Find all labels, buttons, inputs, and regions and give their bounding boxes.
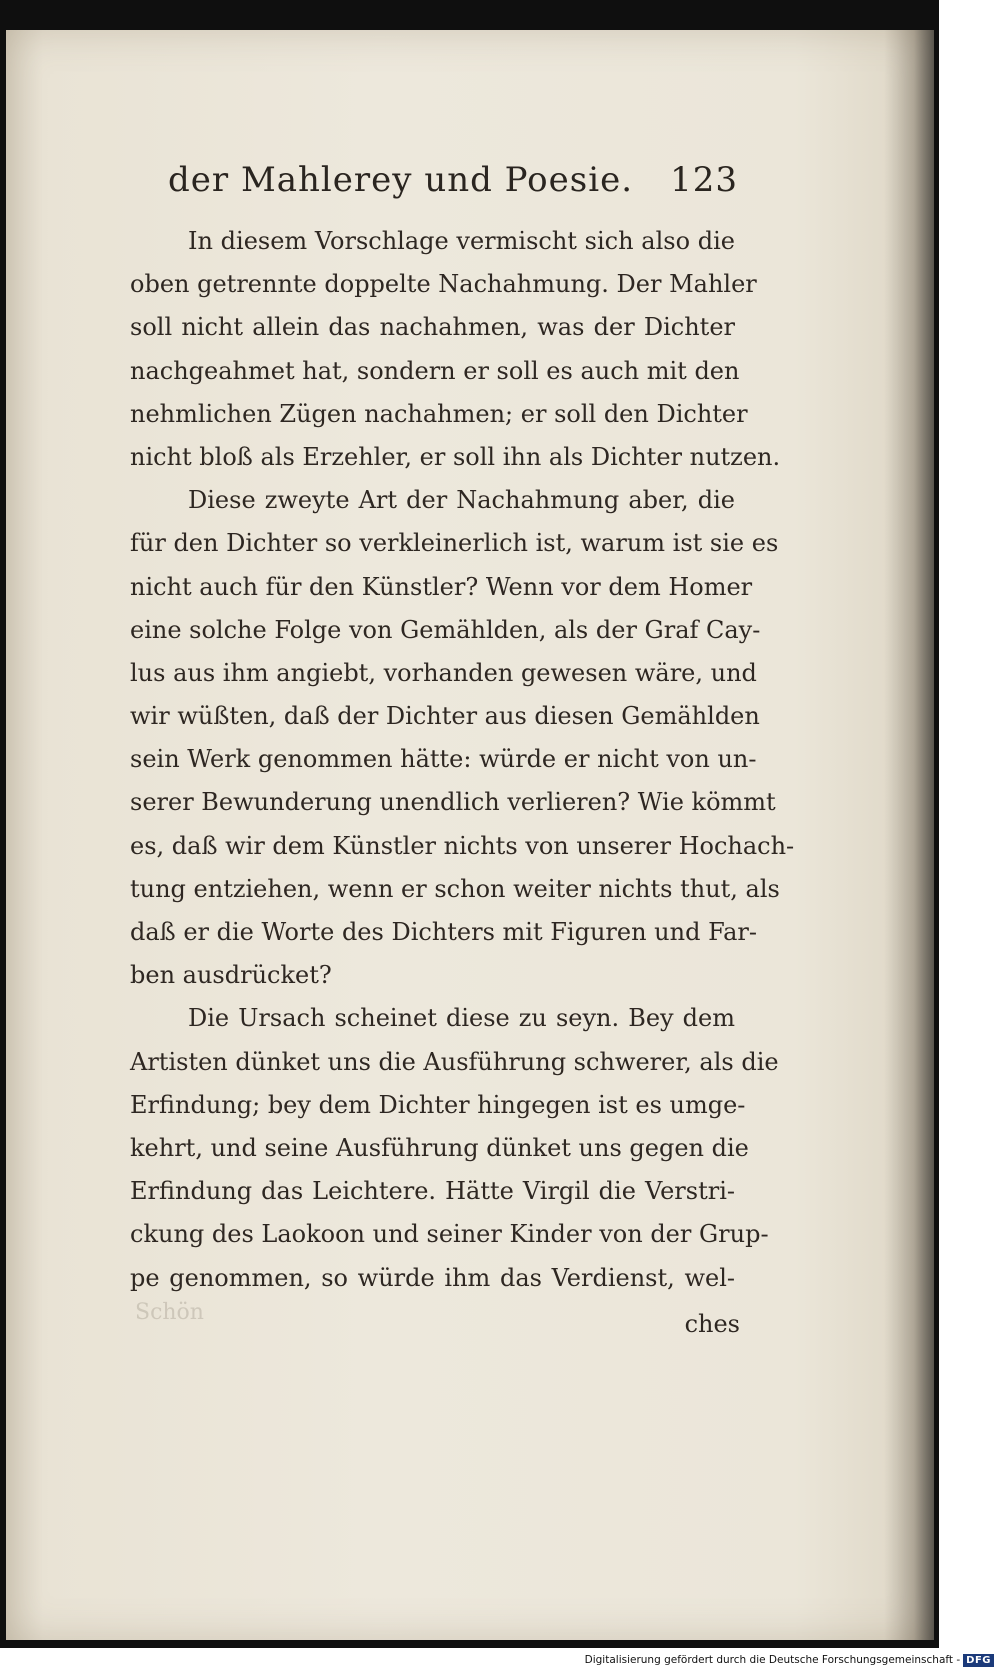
page-gutter-shadow [884, 30, 934, 1640]
bleed-through-text: Schön [135, 1300, 204, 1325]
text-line: Die Ursach scheinet diese zu seyn. Bey dem [188, 1004, 735, 1033]
text-line: ben ausdrücket? [130, 961, 332, 990]
text-line: wir wüßten, daß der Dichter aus diesen Gemählden [130, 702, 760, 731]
text-line: Erfindung das Leichtere. Hätte Virgil die Verstri- [130, 1177, 735, 1206]
text-line: Erfindung; bey dem Dichter hingegen ist es umge- [130, 1090, 746, 1119]
text-line: In diesem Vorschlage vermischt sich also die [188, 227, 735, 255]
text-line: tung entziehen, wenn er schon weiter nichts thut, als [130, 874, 780, 903]
text-line: nicht auch für den Künstler? Wenn vor dem Homer [130, 572, 753, 601]
text-line: sein Werk genommen hätte: würde er nicht von un- [130, 745, 757, 774]
body-text [130, 220, 795, 1300]
page-number: 123 [670, 160, 738, 200]
text-line: serer Bewunderung unendlich verlieren? Wie kömmt [130, 788, 776, 817]
text-line: daß er die Worte des Dichters mit Figuren und Far- [130, 918, 757, 946]
text-line: soll nicht allein das nachahmen, was der Dichter [130, 313, 735, 342]
text-line: für den Dichter so verkleinerlich ist, warum ist sie es [130, 529, 779, 558]
text-line: oben getrennte doppelte Nachahmung. Der Mahler [130, 270, 757, 299]
text-line: Diese zweyte Art der Nachahmung aber, die [188, 486, 735, 515]
text-line: kehrt, und seine Ausführung dünket uns gegen die [130, 1133, 749, 1162]
text-line: Artisten dünket uns die Ausführung schwerer, als die [130, 1047, 779, 1076]
digitization-footer [560, 1650, 1000, 1670]
text-line: ckung des Laokoon und seiner Kinder von der Grup- [130, 1220, 769, 1249]
text-line: es, daß wir dem Künstler nichts von unserer Hochach- [130, 831, 795, 860]
text-line: nachgeahmet hat, sondern er soll es auch mit den [130, 356, 740, 385]
running-head [168, 160, 738, 210]
footer-credit: Digitalisierung gefördert durch die Deutsche Forschungsgemeinschaft - [584, 1654, 961, 1666]
text-line: nicht bloß als Erzehler, er soll ihn als Dichter nutzen. [130, 442, 781, 471]
catchword: ches [684, 1310, 740, 1338]
text-line: eine solche Folge von Gemählden, als der Graf Cay- [130, 615, 761, 644]
text-line: pe genommen, so würde ihm das Verdienst, wel- [130, 1263, 735, 1292]
dfg-logo-icon: DFG [963, 1654, 994, 1667]
text-line: nehmlichen Zügen nachahmen; er soll den Dichter [130, 399, 748, 428]
running-head-title: der Mahlerey und Poesie. [168, 160, 634, 200]
text-line: lus aus ihm angiebt, vorhanden gewesen wäre, und [130, 658, 757, 687]
